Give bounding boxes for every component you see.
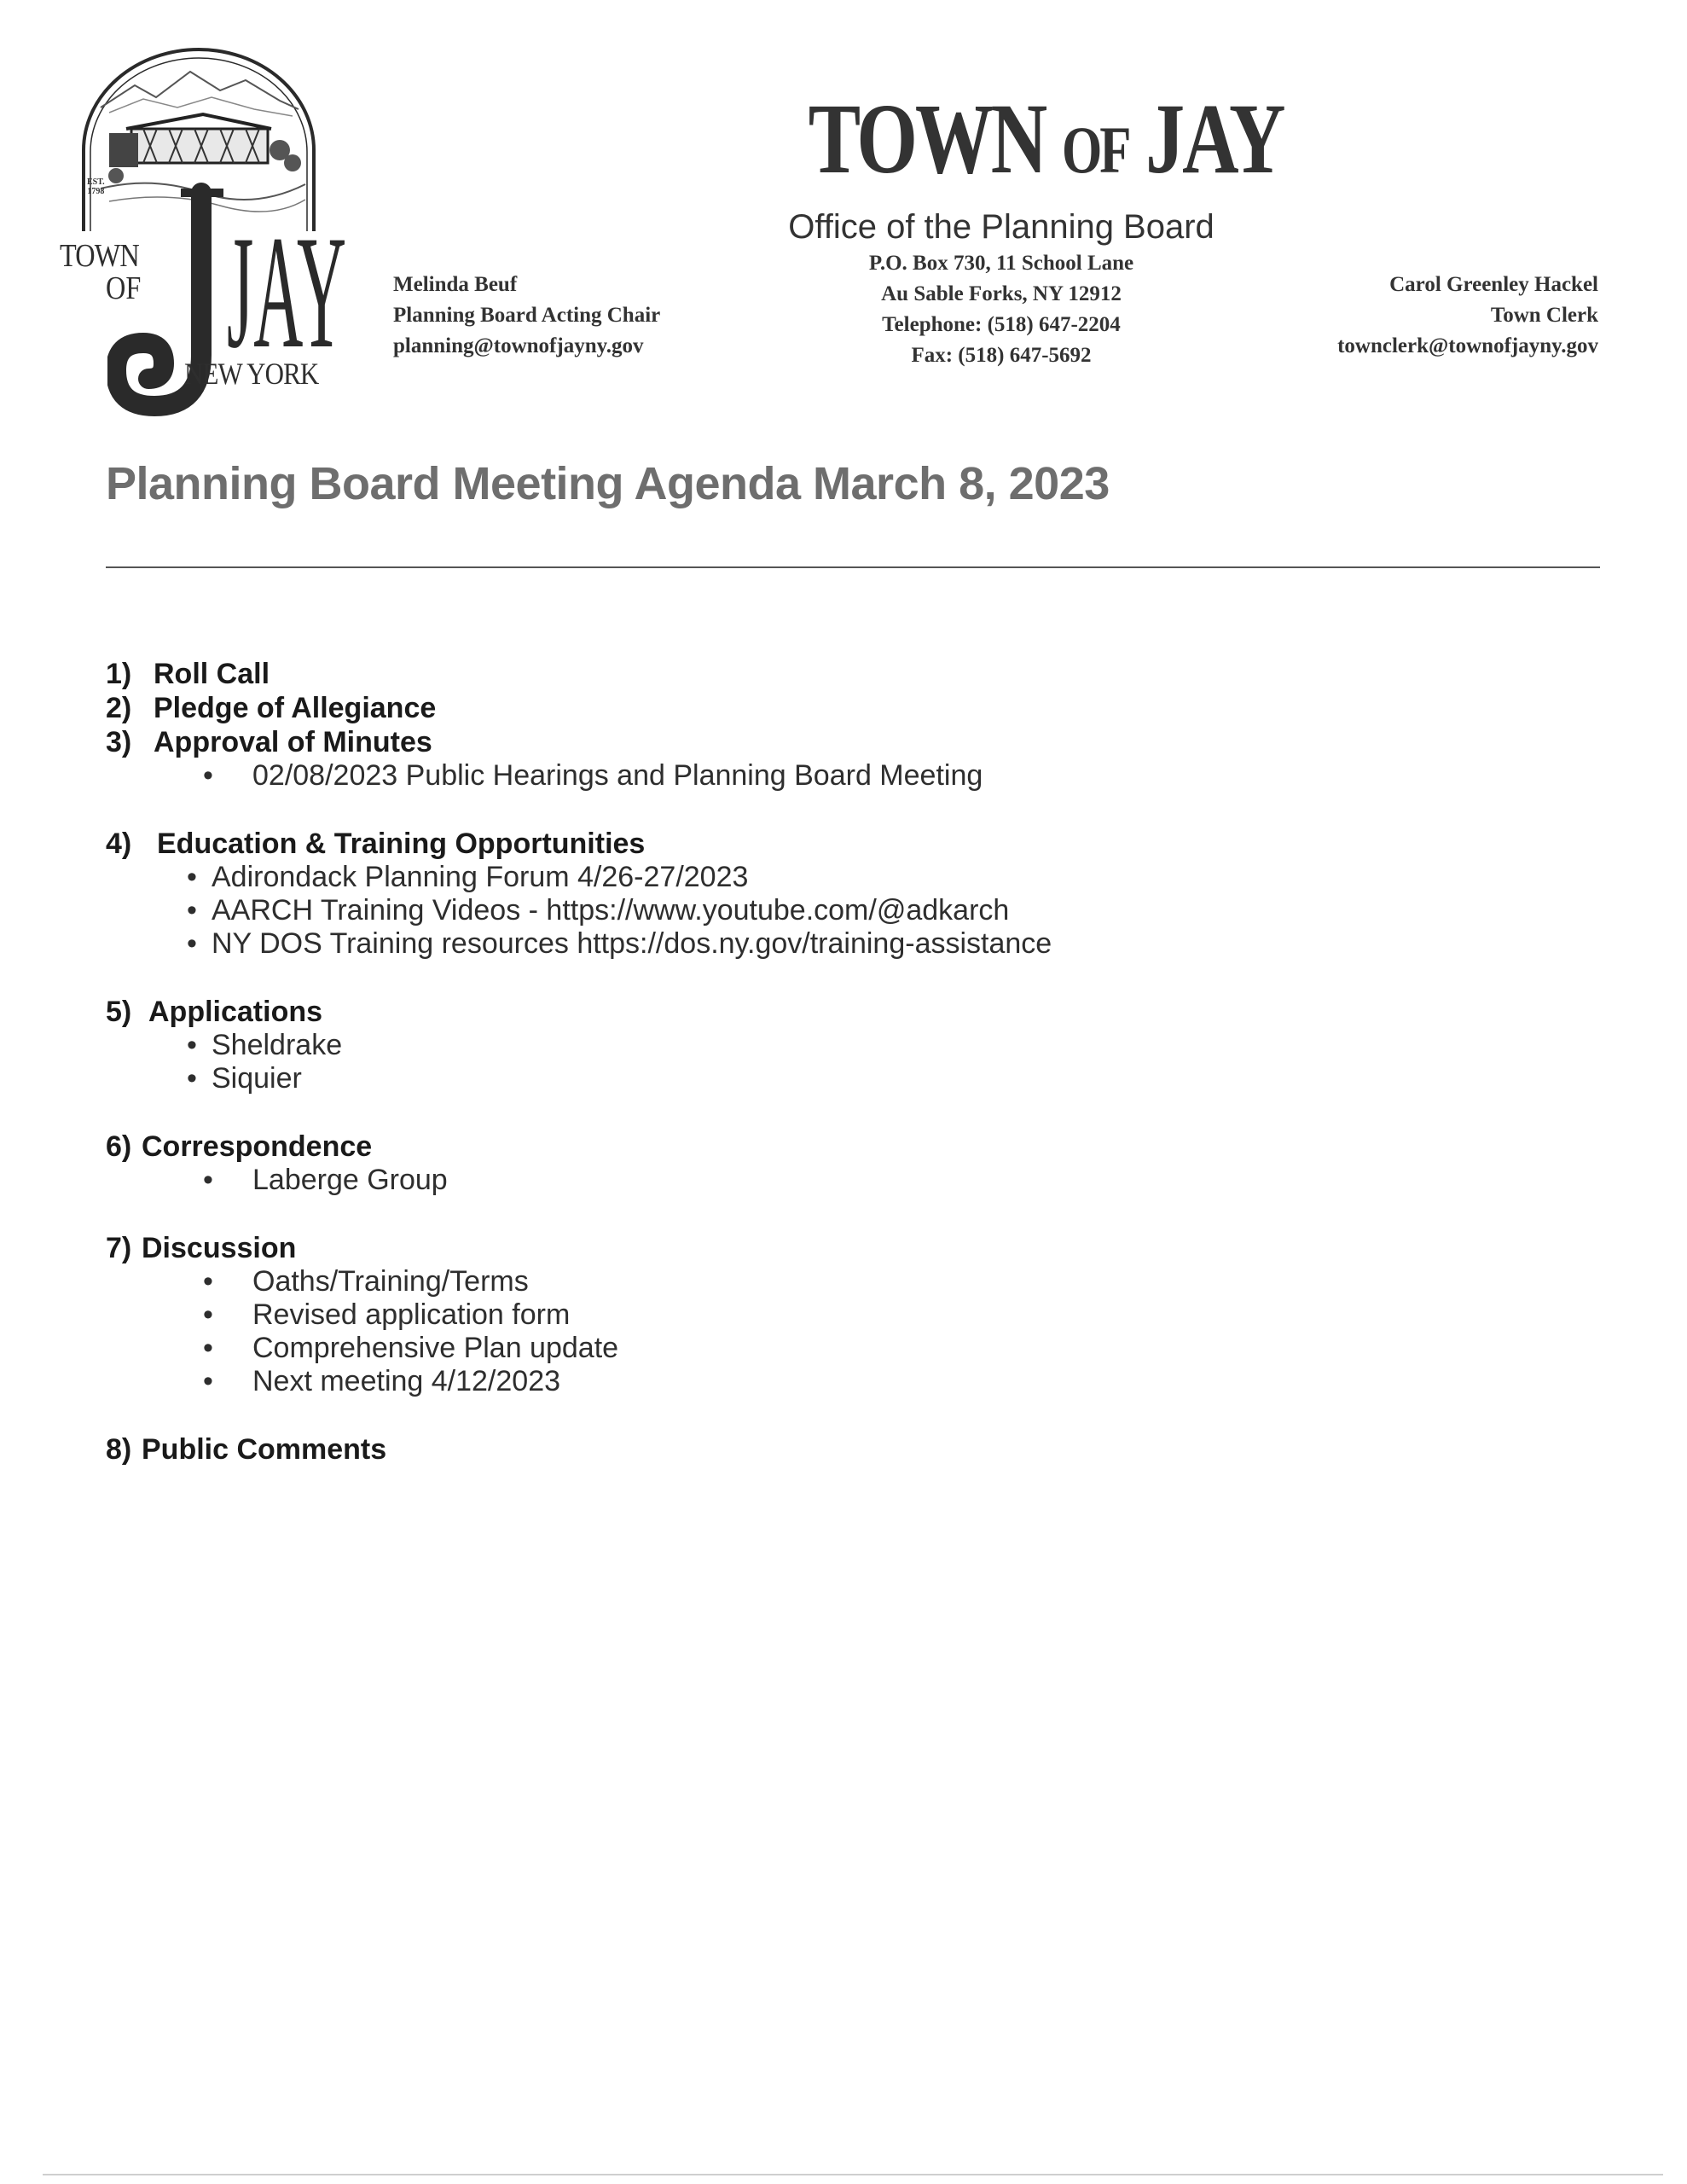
logo-established bbox=[87, 177, 105, 196]
agenda-item-public-comments bbox=[106, 1432, 1556, 1467]
subitem-text: Laberge Group bbox=[252, 1164, 448, 1196]
list-item bbox=[106, 861, 1556, 894]
agenda-item-minutes bbox=[106, 725, 1556, 759]
list-item bbox=[106, 759, 1556, 793]
agenda-list bbox=[106, 657, 1556, 1467]
item-number: 4) bbox=[106, 828, 132, 860]
logo-ay-text: JAY bbox=[227, 203, 346, 382]
chair-role: Planning Board Acting Chair bbox=[393, 304, 661, 327]
item-label: Approval of Minutes bbox=[154, 726, 432, 758]
list-item bbox=[106, 894, 1556, 927]
fax: Fax: (518) 647-5692 bbox=[911, 344, 1092, 367]
list-item bbox=[106, 1029, 1556, 1062]
logo-est-label: EST. bbox=[87, 177, 105, 187]
list-item bbox=[106, 1265, 1556, 1298]
subitem-text: AARCH Training Videos - https://www.youtube.com/@adkarch bbox=[212, 894, 1010, 926]
bullet-icon: • bbox=[187, 1029, 197, 1061]
agenda-title: Planning Board Meeting Agenda March 8, 2023 bbox=[106, 458, 1110, 509]
chair-contact bbox=[393, 270, 660, 362]
list-item bbox=[106, 1164, 1556, 1197]
logo-town-text: TOWN bbox=[60, 238, 139, 274]
bullet-icon: • bbox=[187, 861, 197, 893]
subitem-text: NY DOS Training resources https://dos.ny.gov/training-assistance bbox=[212, 927, 1052, 960]
address-line-1: P.O. Box 730, 11 School Lane bbox=[868, 252, 1134, 275]
subitem-text: Siquier bbox=[212, 1062, 302, 1095]
office-name: Office of the Planning Board bbox=[788, 208, 1215, 246]
title-of: OF bbox=[1062, 113, 1129, 187]
title-town: TOWN bbox=[808, 83, 1046, 195]
chair-email: planning@townofjayny.gov bbox=[393, 334, 644, 357]
logo-of-text: OF bbox=[106, 270, 142, 306]
agenda-item-pledge bbox=[106, 691, 1556, 725]
bullet-icon: • bbox=[203, 1365, 213, 1397]
subitem-text: Revised application form bbox=[252, 1298, 571, 1331]
bullet-icon: • bbox=[187, 927, 197, 960]
bullet-icon: • bbox=[203, 1332, 213, 1364]
list-item bbox=[106, 1062, 1556, 1095]
subitem-text: Sheldrake bbox=[212, 1029, 343, 1061]
subitem-text: Adirondack Planning Forum 4/26-27/2023 bbox=[212, 861, 749, 893]
minutes-subitems bbox=[106, 759, 1556, 793]
item-number: 6) bbox=[106, 1130, 132, 1163]
clerk-name: Carol Greenley Hackel bbox=[1389, 273, 1598, 296]
item-label: Applications bbox=[148, 996, 323, 1028]
item-number: 2) bbox=[106, 692, 132, 724]
telephone: Telephone: (518) 647-2204 bbox=[882, 313, 1121, 336]
item-number: 3) bbox=[106, 726, 132, 758]
logo-jay-lettering bbox=[107, 176, 355, 432]
chair-name: Melinda Beuf bbox=[393, 273, 518, 296]
agenda-item-discussion bbox=[106, 1231, 1556, 1265]
item-number: 5) bbox=[106, 996, 132, 1028]
address-line-2: Au Sable Forks, NY 12912 bbox=[881, 282, 1122, 305]
list-item bbox=[106, 1298, 1556, 1332]
title-jay: JAY bbox=[1145, 83, 1284, 195]
applications-subitems bbox=[106, 1029, 1556, 1095]
education-subitems bbox=[106, 861, 1556, 961]
bullet-icon: • bbox=[203, 1298, 213, 1331]
list-item bbox=[106, 927, 1556, 961]
discussion-subitems bbox=[106, 1265, 1556, 1398]
item-number: 1) bbox=[106, 658, 132, 690]
item-label: Public Comments bbox=[142, 1433, 387, 1466]
subitem-text: Comprehensive Plan update bbox=[252, 1332, 619, 1364]
masthead bbox=[754, 83, 1284, 371]
agenda-item-education bbox=[106, 827, 1556, 861]
subitem-text: 02/08/2023 Public Hearings and Planning Board Meeting bbox=[252, 759, 983, 792]
bullet-icon: • bbox=[203, 1265, 213, 1298]
page-edge-line bbox=[43, 2174, 1663, 2175]
clerk-email: townclerk@townofjayny.gov bbox=[1337, 334, 1598, 357]
list-item bbox=[106, 1365, 1556, 1398]
clerk-contact bbox=[1337, 270, 1598, 362]
logo-est-year: 1798 bbox=[87, 187, 105, 196]
item-label: Pledge of Allegiance bbox=[154, 692, 437, 724]
bullet-icon: • bbox=[203, 759, 213, 792]
agenda-item-correspondence bbox=[106, 1130, 1556, 1164]
item-label: Education & Training Opportunities bbox=[157, 828, 646, 860]
page-title bbox=[808, 83, 1284, 200]
office-address bbox=[754, 248, 1249, 371]
subitem-text: Oaths/Training/Terms bbox=[252, 1265, 529, 1298]
correspondence-subitems bbox=[106, 1164, 1556, 1197]
bullet-icon: • bbox=[187, 1062, 197, 1095]
town-logo bbox=[53, 48, 346, 415]
agenda-item-roll-call bbox=[106, 657, 1556, 691]
logo-state-text: NEW YORK bbox=[184, 357, 319, 391]
agenda-item-applications bbox=[106, 995, 1556, 1029]
bullet-icon: • bbox=[187, 894, 197, 926]
item-label: Roll Call bbox=[154, 658, 270, 690]
clerk-role: Town Clerk bbox=[1490, 304, 1598, 327]
list-item bbox=[106, 1332, 1556, 1365]
title-divider bbox=[106, 566, 1600, 568]
bullet-icon: • bbox=[203, 1164, 213, 1196]
item-label: Correspondence bbox=[142, 1130, 373, 1163]
item-number: 8) bbox=[106, 1433, 132, 1466]
subitem-text: Next meeting 4/12/2023 bbox=[252, 1365, 561, 1397]
item-number: 7) bbox=[106, 1232, 132, 1264]
item-label: Discussion bbox=[142, 1232, 297, 1264]
